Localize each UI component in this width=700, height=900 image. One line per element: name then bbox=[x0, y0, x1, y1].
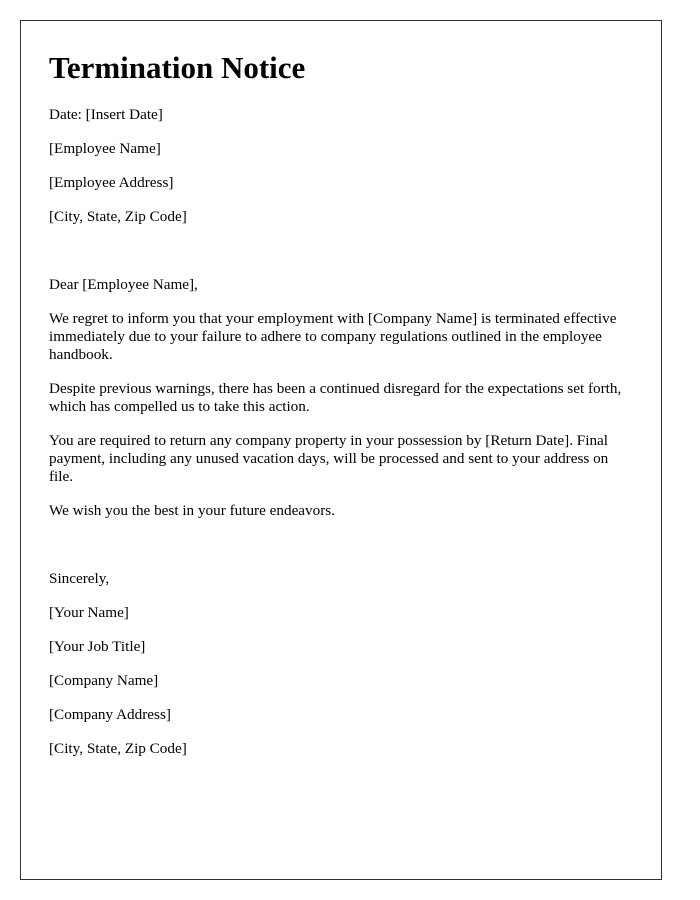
body-paragraph: We regret to inform you that your employment with [Company Name] is terminated effective immediately due to your failure to adhere to company regulations outlined in the employee handbook. bbox=[49, 310, 617, 363]
closing: Sincerely, bbox=[49, 570, 110, 587]
recipient-city-state-zip: [City, State, Zip Code] bbox=[49, 208, 187, 225]
sender-job-title: [Your Job Title] bbox=[49, 638, 146, 655]
salutation: Dear [Employee Name], bbox=[49, 276, 198, 293]
date-line: Date: [Insert Date] bbox=[49, 106, 163, 123]
body-paragraph: Despite previous warnings, there has been a continued disregard for the expectations set forth, which has compelled us to take this action. bbox=[49, 380, 622, 415]
recipient-name: [Employee Name] bbox=[49, 140, 161, 157]
letter-title: Termination Notice bbox=[49, 50, 306, 85]
sender-company-address: [Company Address] bbox=[49, 706, 171, 723]
body-paragraph: You are required to return any company property in your possession by [Return Date]. Final payment, including any unused vacation days, will be processed and sent to your address on file. bbox=[49, 432, 609, 485]
recipient-address: [Employee Address] bbox=[49, 174, 174, 191]
body-paragraph: We wish you the best in your future endeavors. bbox=[49, 502, 336, 519]
letter-content bbox=[21, 21, 661, 758]
sender-company-name: [Company Name] bbox=[49, 672, 159, 689]
sender-name: [Your Name] bbox=[49, 604, 129, 621]
sender-city-state-zip: [City, State, Zip Code] bbox=[49, 740, 187, 757]
letter-page bbox=[20, 20, 662, 880]
